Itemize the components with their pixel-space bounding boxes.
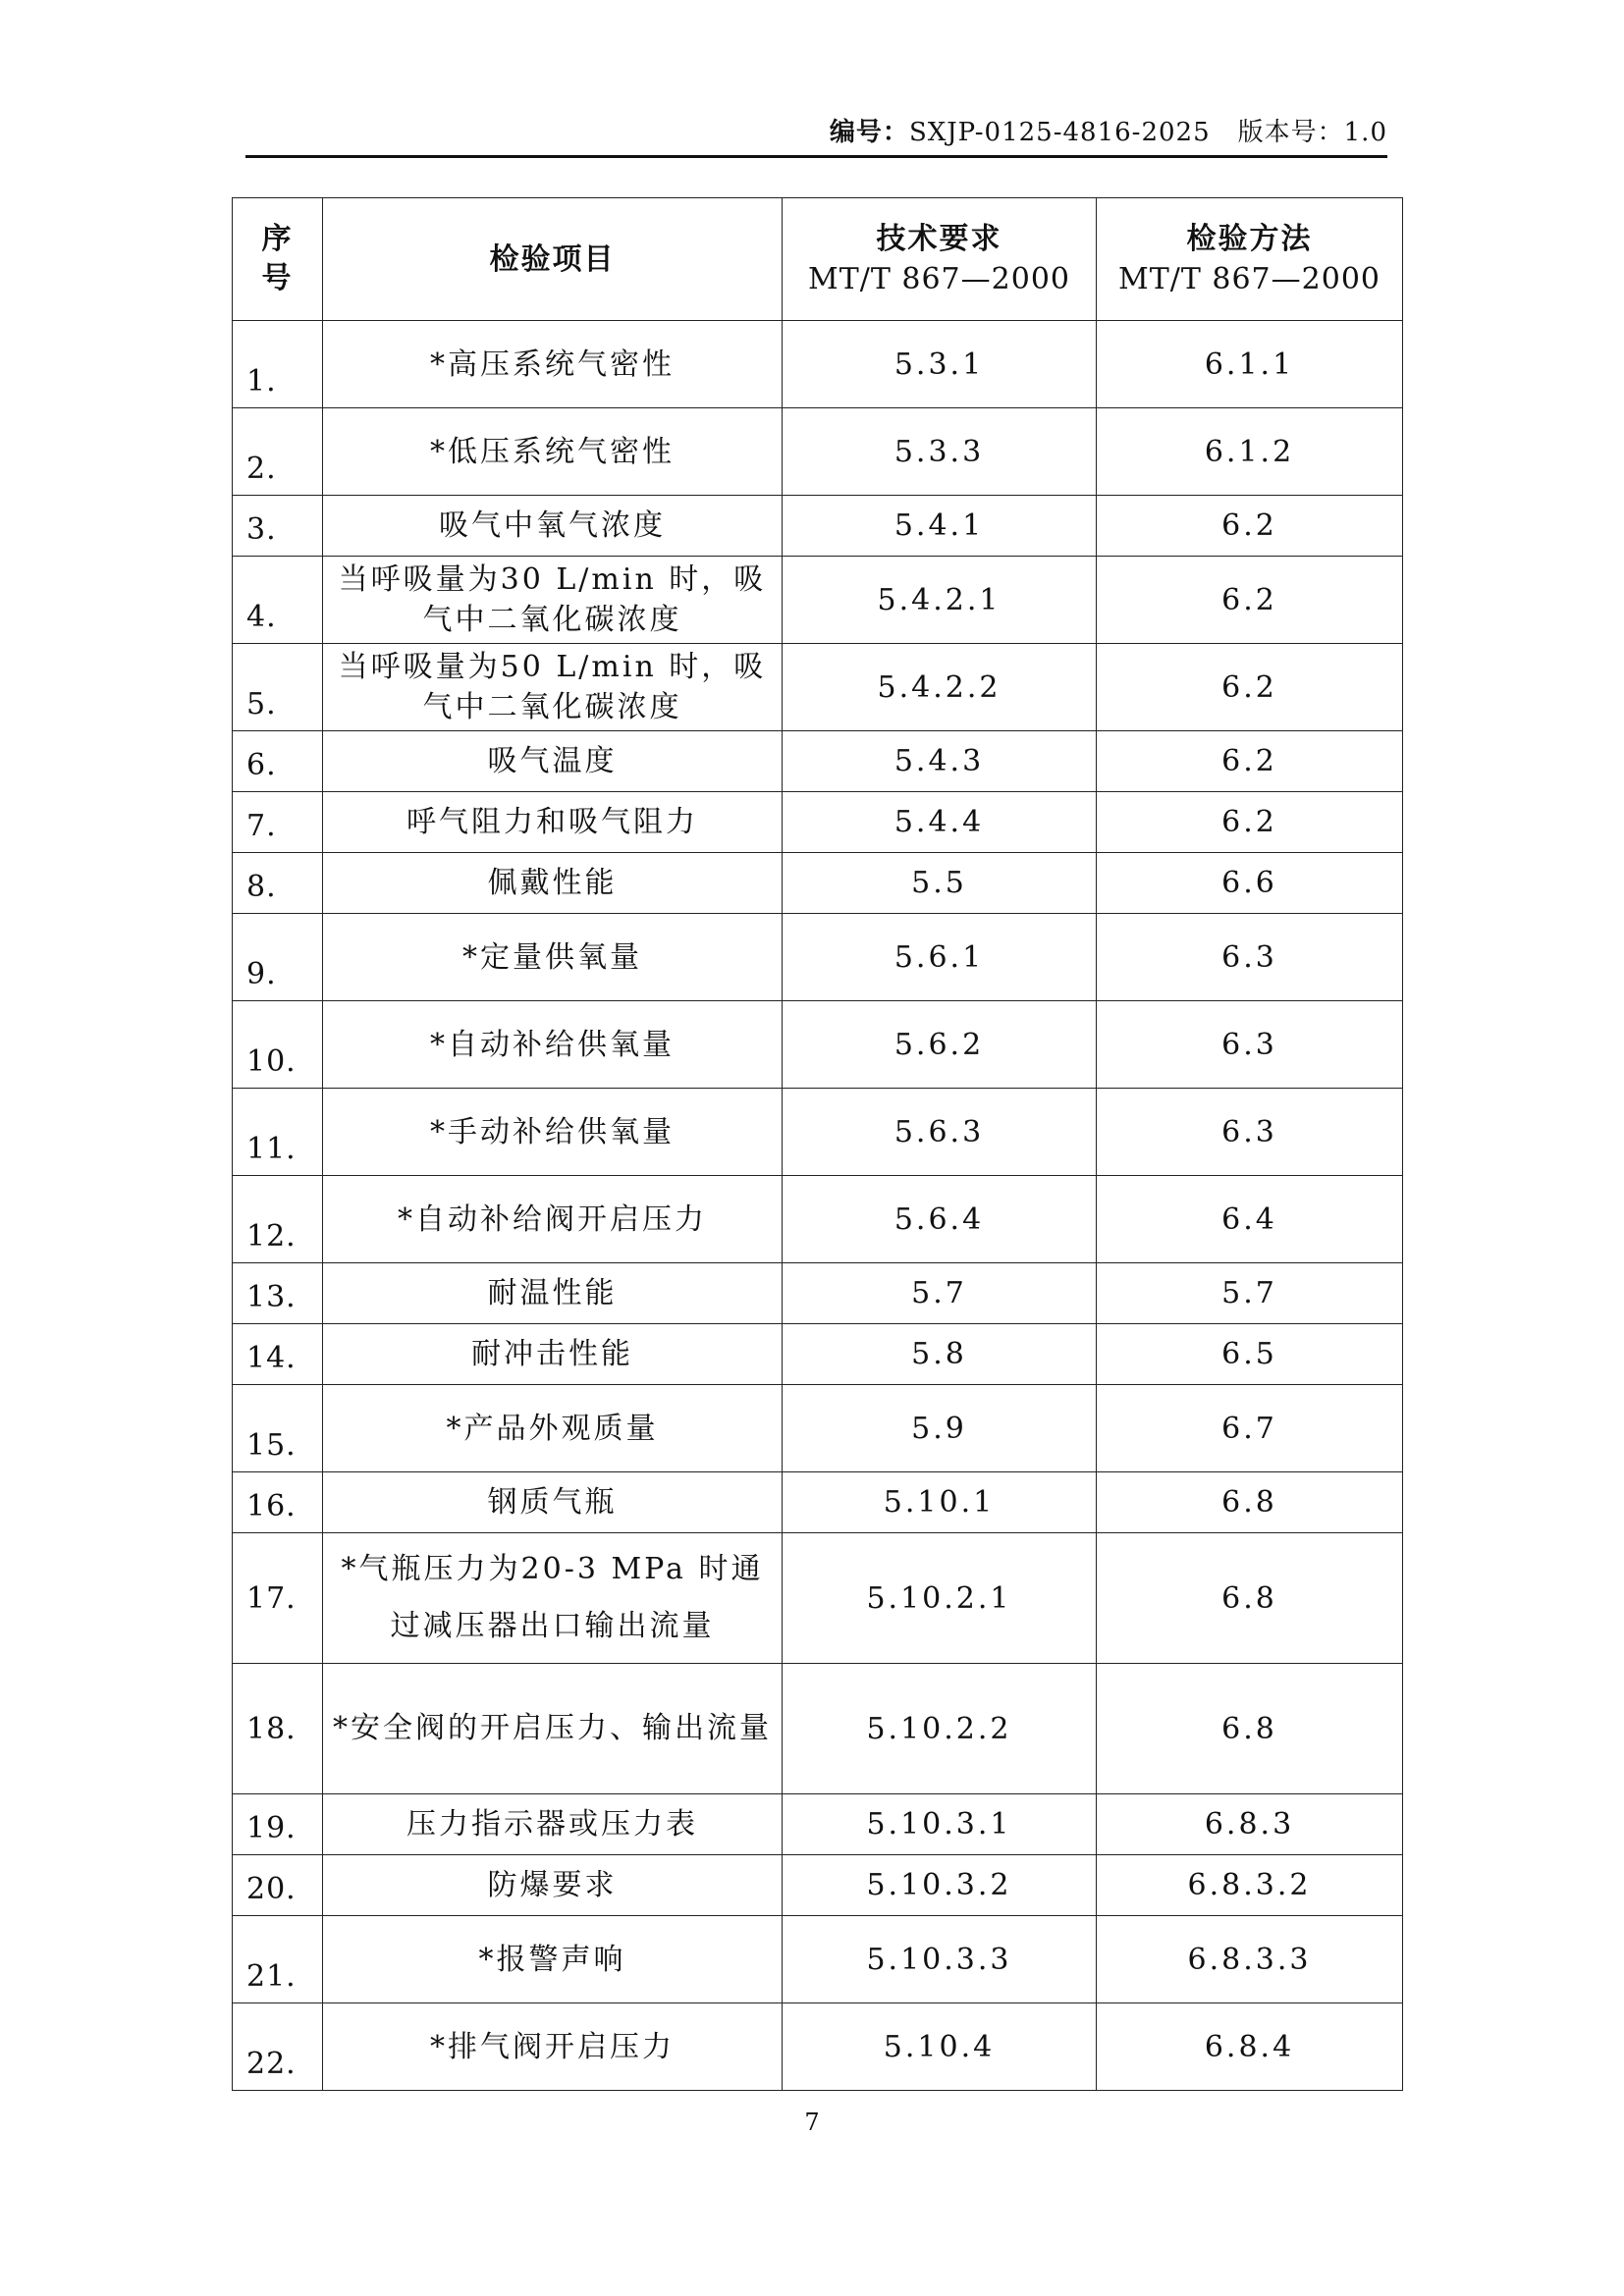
table-row [233,1472,1403,1533]
row-number: 21. [233,1916,323,2003]
table-row [233,644,1403,731]
table-row [233,1089,1403,1176]
page-header [245,110,1387,158]
page-number: 7 [804,2109,820,2136]
row-number: 1. [233,321,323,408]
row-method: 6.8 [1097,1472,1403,1533]
row-item: *产品外观质量 [323,1385,783,1472]
row-requirement: 5.10.1 [783,1472,1097,1533]
table-row [233,1794,1403,1855]
table-row [233,1664,1403,1794]
row-method: 6.8.4 [1097,2003,1403,2091]
row-number: 9. [233,914,323,1001]
table-row [233,731,1403,792]
row-item: 当呼吸量为50 L/min 时，吸气中二氧化碳浓度 [323,644,783,731]
row-number: 6. [233,731,323,792]
row-method: 6.3 [1097,914,1403,1001]
row-item: 钢质气瓶 [323,1472,783,1533]
doc-code-label: 编号： [829,118,909,147]
row-item: *气瓶压力为20-3 MPa 时通过减压器出口输出流量 [323,1533,783,1664]
row-number: 14. [233,1324,323,1385]
row-item: 耐温性能 [323,1263,783,1324]
table-row [233,1533,1403,1664]
row-requirement: 5.6.4 [783,1176,1097,1263]
table-row [233,1001,1403,1089]
table-row [233,2003,1403,2091]
row-requirement: 5.6.3 [783,1089,1097,1176]
row-requirement: 5.4.1 [783,496,1097,557]
row-requirement: 5.4.2.1 [783,557,1097,644]
row-number: 20. [233,1855,323,1916]
row-item: 吸气中氧气浓度 [323,496,783,557]
row-number: 4. [233,557,323,644]
row-item: 佩戴性能 [323,853,783,914]
table-row [233,496,1403,557]
header-technical-requirement [783,198,1097,321]
row-requirement: 5.10.2.2 [783,1664,1097,1794]
row-number: 16. [233,1472,323,1533]
doc-code-value: SXJP-0125-4816-2025 [908,118,1211,147]
row-requirement: 5.7 [783,1263,1097,1324]
row-requirement: 5.4.3 [783,731,1097,792]
row-method: 6.2 [1097,557,1403,644]
row-number: 18. [233,1664,323,1794]
table-row [233,321,1403,408]
row-requirement: 5.4.2.2 [783,644,1097,731]
table-row [233,1855,1403,1916]
row-number: 5. [233,644,323,731]
row-number: 19. [233,1794,323,1855]
row-number: 22. [233,2003,323,2091]
row-requirement: 5.10.2.1 [783,1533,1097,1664]
table-body [233,321,1403,2091]
row-method: 6.8 [1097,1664,1403,1794]
row-requirement: 5.3.1 [783,321,1097,408]
header-inspection-method [1097,198,1403,321]
version-label: 版本号： [1237,118,1344,147]
row-method: 6.2 [1097,644,1403,731]
table-row [233,1916,1403,2003]
table-row [233,1263,1403,1324]
row-method: 6.2 [1097,731,1403,792]
row-requirement: 5.6.1 [783,914,1097,1001]
row-number: 17. [233,1533,323,1664]
row-item: *安全阀的开启压力、输出流量 [323,1664,783,1794]
row-method: 6.6 [1097,853,1403,914]
table-row [233,1324,1403,1385]
row-requirement: 5.10.3.3 [783,1916,1097,2003]
row-requirement: 5.9 [783,1385,1097,1472]
row-method: 6.8 [1097,1533,1403,1664]
row-requirement: 5.10.3.2 [783,1855,1097,1916]
row-item: *自动补给阀开启压力 [323,1176,783,1263]
header-method-standard: MT/T 867—2000 [1118,262,1380,296]
row-number: 13. [233,1263,323,1324]
row-number: 2. [233,408,323,496]
row-item: *报警声响 [323,1916,783,2003]
row-requirement: 5.6.2 [783,1001,1097,1089]
row-method: 6.5 [1097,1324,1403,1385]
row-number: 12. [233,1176,323,1263]
row-number: 10. [233,1001,323,1089]
row-method: 6.2 [1097,792,1403,853]
row-item: *定量供氧量 [323,914,783,1001]
row-number: 7. [233,792,323,853]
row-number: 11. [233,1089,323,1176]
table-row [233,557,1403,644]
header-requirement-standard: MT/T 867—2000 [808,262,1070,296]
version-value: 1.0 [1343,118,1387,147]
row-item: 当呼吸量为30 L/min 时，吸气中二氧化碳浓度 [323,557,783,644]
table-header-row [233,198,1403,321]
row-method: 6.7 [1097,1385,1403,1472]
row-method: 6.8.3 [1097,1794,1403,1855]
row-item: 防爆要求 [323,1855,783,1916]
row-item: *手动补给供氧量 [323,1089,783,1176]
row-requirement: 5.5 [783,853,1097,914]
table-row [233,408,1403,496]
row-method: 6.1.1 [1097,321,1403,408]
table-row [233,853,1403,914]
table-row [233,914,1403,1001]
table-row [233,1176,1403,1263]
row-number: 15. [233,1385,323,1472]
header-requirement-title: 技术要求 [876,222,1002,256]
row-requirement: 5.4.4 [783,792,1097,853]
row-item: 吸气温度 [323,731,783,792]
row-method: 6.8.3.2 [1097,1855,1403,1916]
row-item: *高压系统气密性 [323,321,783,408]
table-row [233,1385,1403,1472]
header-method-title: 检验方法 [1186,222,1313,256]
row-requirement: 5.10.3.1 [783,1794,1097,1855]
row-method: 6.8.3.3 [1097,1916,1403,2003]
row-number: 8. [233,853,323,914]
row-item: 呼气阻力和吸气阻力 [323,792,783,853]
row-item: 耐冲击性能 [323,1324,783,1385]
row-item: 压力指示器或压力表 [323,1794,783,1855]
row-item: *低压系统气密性 [323,408,783,496]
row-method: 6.1.2 [1097,408,1403,496]
row-method: 6.4 [1097,1176,1403,1263]
inspection-table [232,197,1403,2091]
row-method: 6.3 [1097,1089,1403,1176]
row-method: 5.7 [1097,1263,1403,1324]
header-inspection-item: 检验项目 [323,198,783,321]
row-requirement: 5.3.3 [783,408,1097,496]
row-item: *排气阀开启压力 [323,2003,783,2091]
row-number: 3. [233,496,323,557]
header-serial-no: 序号 [233,198,323,321]
row-method: 6.3 [1097,1001,1403,1089]
table-row [233,792,1403,853]
row-requirement: 5.8 [783,1324,1097,1385]
row-item: *自动补给供氧量 [323,1001,783,1089]
row-requirement: 5.10.4 [783,2003,1097,2091]
row-method: 6.2 [1097,496,1403,557]
